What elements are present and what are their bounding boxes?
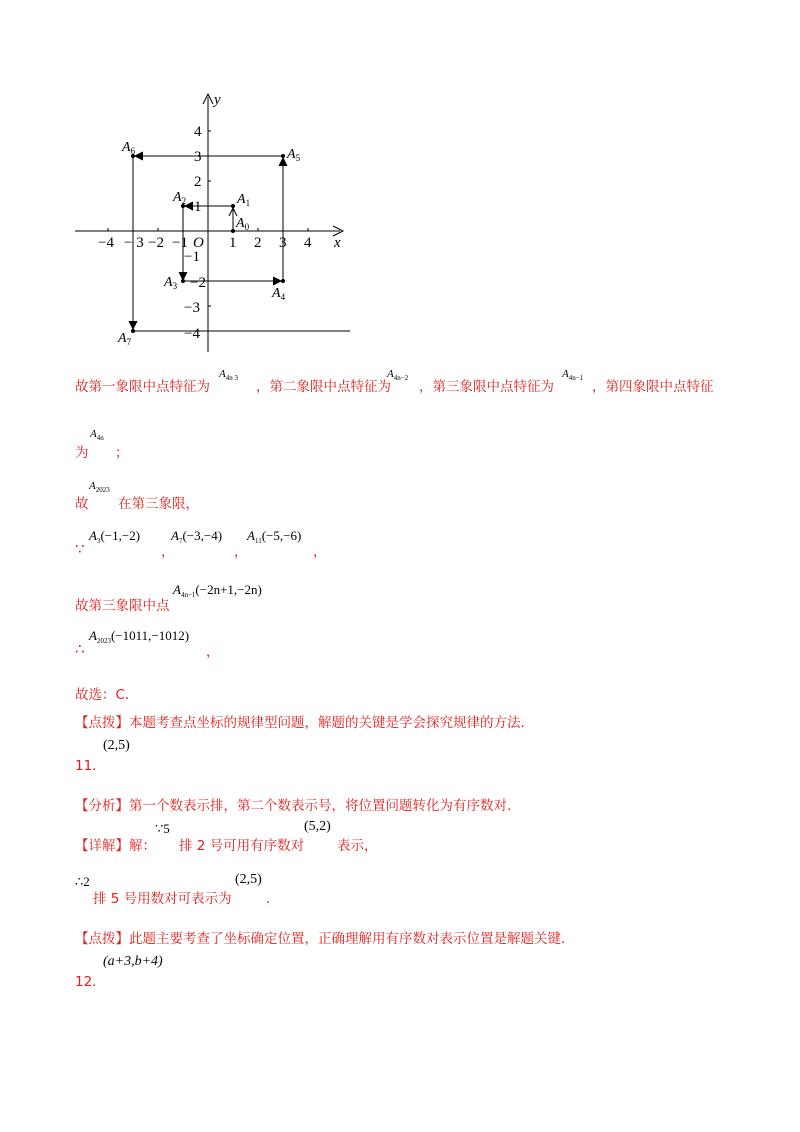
point-a4 <box>281 279 285 283</box>
y-tick: 4 <box>194 124 202 140</box>
y-tick: −1 <box>184 249 200 265</box>
x-tick: 1 <box>229 235 237 251</box>
label-a3: $A_3$ <box>164 275 178 291</box>
x-tick: − 3 <box>124 235 144 251</box>
y-tick: 3 <box>194 149 202 165</box>
point-a1 <box>231 204 235 208</box>
y-tick: −4 <box>184 326 200 342</box>
axis-x-label: x <box>334 235 341 251</box>
answer-line: 故选：C． <box>75 687 139 703</box>
tip-line-2: 【点拨】此题主要考查了坐标确定位置，正确理解用有序数对表示位置是解题关键． <box>75 931 575 947</box>
analysis-line: 【分析】第一个数表示排，第二个数表示号，将位置问题转化为有序数对． <box>75 798 521 814</box>
tip-line-1: 【点拨】本题考查点坐标的规律型问题，解题的关键是学会探究规律的方法． <box>75 715 534 731</box>
arrow-a1-a2 <box>185 202 193 210</box>
label-a7: $A_7$ <box>118 331 132 347</box>
origin-label: O <box>193 235 204 251</box>
arrow-a3-a4 <box>273 277 281 285</box>
x-tick: −1 <box>172 235 188 251</box>
label-a0: $A_0$ <box>236 216 250 232</box>
x-tick: 3 <box>279 235 287 251</box>
point-a3 <box>181 279 185 283</box>
x-tick: 2 <box>254 235 262 251</box>
x-tick: −4 <box>98 235 114 251</box>
arrow-a6-a7 <box>129 321 137 329</box>
y-tick: 1 <box>194 199 202 215</box>
label-a5: $A_5$ <box>287 147 301 163</box>
label-a4: $A_4$ <box>272 286 286 302</box>
arrow-a2-a3 <box>179 272 187 280</box>
axis-y-label: y <box>214 92 221 108</box>
y-tick: −3 <box>184 300 200 316</box>
coordinate-graph <box>0 0 800 360</box>
point-a5 <box>281 154 285 158</box>
y-tick: 2 <box>194 174 202 190</box>
point-a7 <box>131 329 135 333</box>
arrow-a4-a5 <box>279 158 287 166</box>
y-tick: −2 <box>190 275 206 291</box>
label-a6: $A_6$ <box>122 140 136 156</box>
label-a2: $A_2$ <box>173 190 187 206</box>
x-tick: −2 <box>148 235 164 251</box>
label-a1: $A_1$ <box>237 192 251 208</box>
arrow-a5-a6 <box>135 152 143 160</box>
x-tick: 4 <box>304 235 312 251</box>
